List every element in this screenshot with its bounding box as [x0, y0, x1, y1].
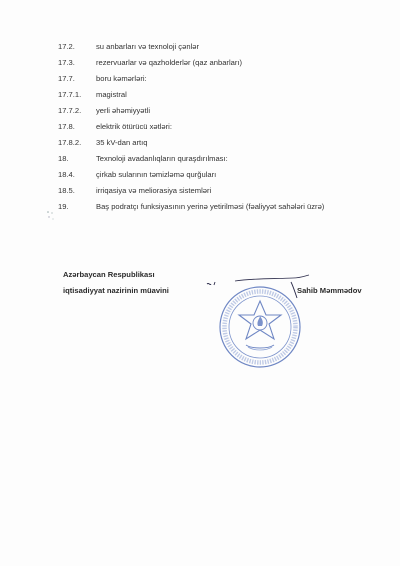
list-item	[0, 200, 400, 214]
list-item	[0, 40, 400, 54]
item-text: yerli əhəmiyyətli	[96, 106, 151, 115]
list-item	[0, 104, 400, 118]
item-number: 17.8.	[58, 122, 75, 131]
item-text: çirkab sularının təmizləmə qurğuları	[96, 170, 217, 179]
item-text: magistral	[96, 90, 127, 99]
item-number: 17.7.2.	[58, 106, 82, 115]
list-item	[0, 120, 400, 134]
signatory-name: Sahib Məmmədov	[297, 286, 362, 295]
list-item	[0, 56, 400, 70]
official-seal	[218, 285, 302, 369]
signatory-title-line1: Azərbaycan Respublikası	[63, 270, 155, 279]
item-number: 18.4.	[58, 170, 75, 179]
list-item	[0, 152, 400, 166]
item-number: 17.8.2.	[58, 138, 82, 147]
item-number: 17.7.	[58, 74, 75, 83]
item-number: 17.2.	[58, 42, 75, 51]
item-text: su anbarları və texnoloji çənlər	[96, 42, 199, 51]
item-number: 17.3.	[58, 58, 75, 67]
item-text: 35 kV-dan artıq	[96, 138, 148, 147]
item-number: 18.5.	[58, 186, 75, 195]
list-item	[0, 184, 400, 198]
list-item	[0, 168, 400, 182]
item-number: 18.	[58, 154, 69, 163]
item-text: Texnoloji avadanlıqların quraşdırılması:	[96, 154, 228, 163]
item-text: Baş podratçı funksiyasının yerinə yetirilməsi (fəaliyyət sahələri üzrə)	[96, 202, 325, 211]
list-item	[0, 88, 400, 102]
item-text: elektrik ötürücü xətləri:	[96, 122, 172, 131]
list-item	[0, 72, 400, 86]
scan-speck	[44, 208, 56, 222]
item-text: rezervuarlar və qazholderlər (qaz anbarları)	[96, 58, 243, 67]
item-text: boru kəmərləri:	[96, 74, 147, 83]
list-item	[0, 136, 400, 150]
item-number: 19.	[58, 202, 69, 211]
item-text: irriqasiya və meliorasiya sistemləri	[96, 186, 212, 195]
signatory-title-line2: iqtisadiyyat nazirinin müavini	[63, 286, 169, 295]
item-number: 17.7.1.	[58, 90, 82, 99]
